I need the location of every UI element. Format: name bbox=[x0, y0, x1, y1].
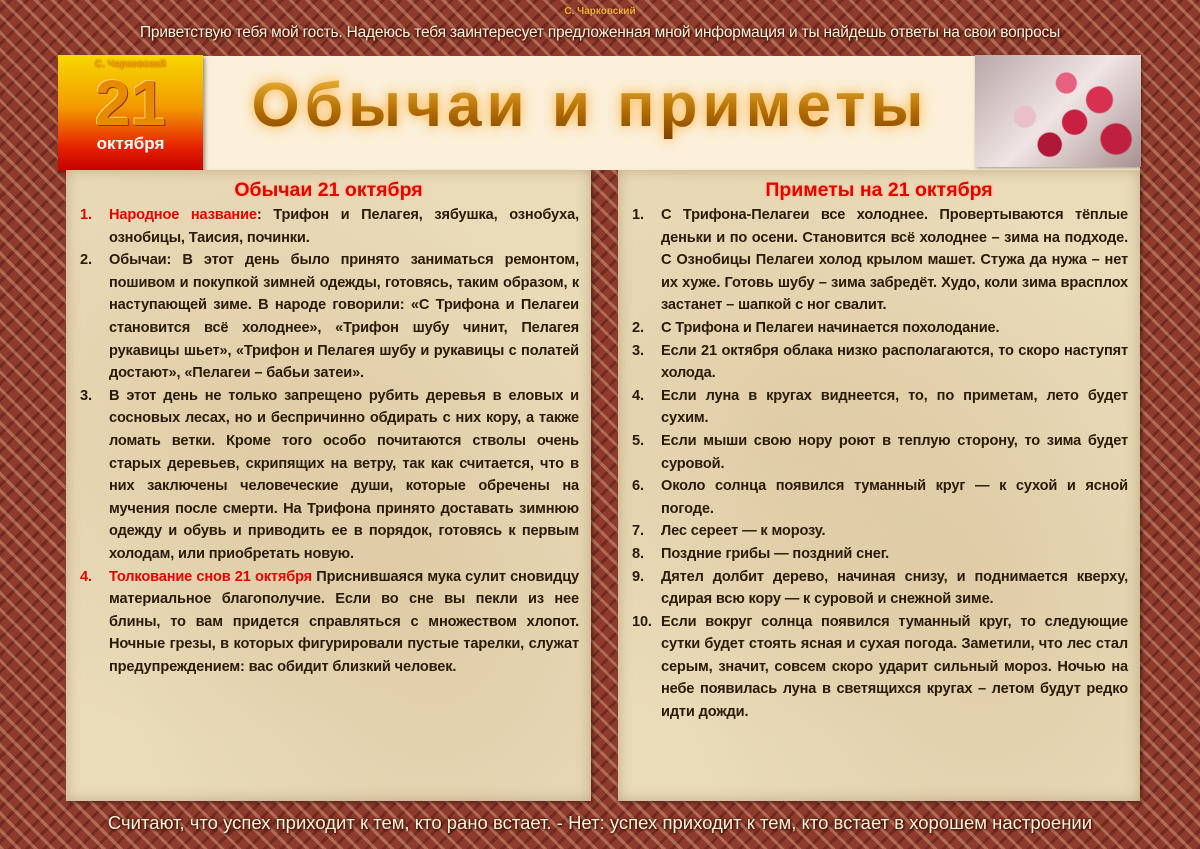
list-item bbox=[632, 430, 1128, 475]
customs-list bbox=[66, 204, 591, 678]
list-item bbox=[632, 566, 1128, 611]
list-item bbox=[632, 204, 1128, 317]
item-text: Обычаи: В этот день было принято заниматься ремонтом, пошивом и покупкой зимней одежды, готовясь, таким образом, к наступающей зиме. В народе говорили: «С Трифона и Пелагеи становится всё холоднее», «Трифон шубу чинит, Пелагея рукавицы шьет», «Трифон и Пелагея шубу и рукавицы с полатей достают», «Пелагеи – бабьи затеи». bbox=[109, 252, 579, 382]
item-text: Если 21 октября облака низко располагаются, то скоро наступят холода. bbox=[661, 342, 1128, 382]
item-body bbox=[109, 249, 579, 385]
item-number: 3. bbox=[632, 342, 644, 359]
item-body bbox=[661, 475, 1128, 520]
item-body bbox=[661, 430, 1128, 475]
footer-quote: Считают, что успех приходит к тем, кто рано встает. - Нет: успех приходит к тем, кто встает в хорошем настроении bbox=[107, 812, 1093, 833]
signs-panel bbox=[618, 170, 1140, 801]
item-number: 6. bbox=[632, 478, 644, 495]
item-body bbox=[661, 317, 1128, 340]
item-text: Дятел долбит дерево, начиная снизу, и поднимается кверху, сдирая всю кору — к суровой и снежной зиме. bbox=[661, 568, 1128, 608]
calendar-month: октября bbox=[96, 134, 165, 153]
page-title: Обычаи и приметы bbox=[210, 70, 970, 141]
list-item bbox=[632, 475, 1128, 520]
list-item bbox=[632, 543, 1128, 566]
item-text: В этот день не только запрещено рубить деревья в еловых и сосновых лесах, но и беспричинно обдирать с них кору, а также ломать ветки. Кроме того особо почитаются стволы очень старых деревьев, скрипящих на ветру, так как считается, что в них заключены человеческие души, которые обречены на мучения после смерти. На Трифона принято доставать зимнюю одежду и обувь и приводить ее в порядок, готовясь к первым холодам, или приобретать новую. bbox=[109, 387, 579, 562]
item-text: Поздние грибы — поздний снег. bbox=[661, 545, 890, 562]
item-body bbox=[661, 385, 1128, 430]
calendar-author: С. Чарковский bbox=[94, 59, 167, 70]
item-number: 8. bbox=[632, 545, 644, 562]
list-item bbox=[632, 317, 1128, 340]
item-text: Если вокруг солнца появился туманный круг, то следующие сутки будет стоять ясная и сухая погода. Заметили, что лес стал серым, значит, совсем скоро ударит сильный мороз. Ночью на небе появилась луна в светящихся кругах – летом будут редко идти дожди. bbox=[661, 613, 1128, 721]
item-text: Если мыши свою нору роют в теплую сторону, то зима будет суровой. bbox=[661, 432, 1128, 472]
item-lead: Толкование снов 21 октября bbox=[109, 568, 313, 585]
list-item bbox=[80, 249, 579, 385]
item-body bbox=[109, 566, 579, 679]
item-body bbox=[661, 543, 1128, 566]
item-body bbox=[661, 204, 1128, 317]
frosted-berries-image bbox=[975, 55, 1141, 167]
item-number: 4. bbox=[632, 387, 644, 404]
list-item bbox=[632, 340, 1128, 385]
list-item bbox=[80, 385, 579, 566]
list-item bbox=[80, 566, 579, 679]
item-body bbox=[661, 520, 1128, 543]
signs-list bbox=[618, 204, 1140, 724]
list-item bbox=[80, 204, 579, 249]
signs-title: Приметы на 21 октября bbox=[765, 179, 993, 201]
item-text: : Трифон и Пелагея, зябушка, ознобуха, ознобицы, Таисия, починки. bbox=[109, 207, 579, 246]
author-signature: С. Чарковский bbox=[564, 6, 636, 17]
item-number: 5. bbox=[632, 432, 644, 449]
item-text: С Трифона-Пелагеи все холоднее. Провертываются тёплые деньки и по осени. Становится всё холоднее – зима на подходе. С Ознобицы Пелагеи холод крылом машет. Стужа да нужа – нет их хуже. Готовь шубу – зима забредёт. Худо, коли зима врасплох застанет – шапкой с ног свалит. bbox=[661, 207, 1128, 314]
item-number: 4. bbox=[80, 568, 92, 585]
item-number: 3. bbox=[80, 387, 92, 404]
item-body bbox=[109, 204, 579, 249]
item-body bbox=[661, 340, 1128, 385]
item-number: 1. bbox=[632, 207, 644, 223]
item-number: 2. bbox=[80, 252, 92, 269]
list-item bbox=[632, 611, 1128, 724]
greeting-banner: Приветствую тебя мой гость. Надеюсь тебя заинтересует предложенная мной информация и ты найдешь ответы на свои вопросы bbox=[139, 24, 1061, 41]
item-body bbox=[661, 566, 1128, 611]
item-text: Около солнца появился туманный круг — к сухой и ясной погоде. bbox=[661, 478, 1128, 517]
item-number: 2. bbox=[632, 319, 644, 336]
item-number: 10. bbox=[632, 613, 652, 630]
item-body bbox=[661, 611, 1128, 724]
customs-panel bbox=[66, 170, 591, 801]
list-item bbox=[632, 385, 1128, 430]
item-number: 1. bbox=[80, 207, 92, 223]
item-number: 7. bbox=[632, 523, 644, 540]
list-item bbox=[632, 520, 1128, 543]
calendar-date-badge bbox=[58, 55, 203, 171]
item-body bbox=[109, 385, 579, 566]
calendar-day: 21 bbox=[94, 67, 167, 139]
item-text: Приснившаяся мука сулит сновидцу материальное благополучие. Если во сне вы пекли из нее блины, то вам придется справляться с множеством хлопот. Ночные грезы, в которых фигурировали пустые тарелки, служат предупреждением: вас обидит близкий человек. bbox=[109, 568, 580, 675]
item-text: Лес сереет — к морозу. bbox=[661, 523, 826, 540]
item-lead: Народное название bbox=[109, 207, 257, 223]
customs-title: Обычаи 21 октября bbox=[234, 179, 423, 201]
item-number: 9. bbox=[632, 568, 644, 585]
item-text: С Трифона и Пелагеи начинается похолодание. bbox=[661, 319, 1000, 336]
item-text: Если луна в кругах виднеется, то, по приметам, лето будет сухим. bbox=[661, 387, 1128, 427]
